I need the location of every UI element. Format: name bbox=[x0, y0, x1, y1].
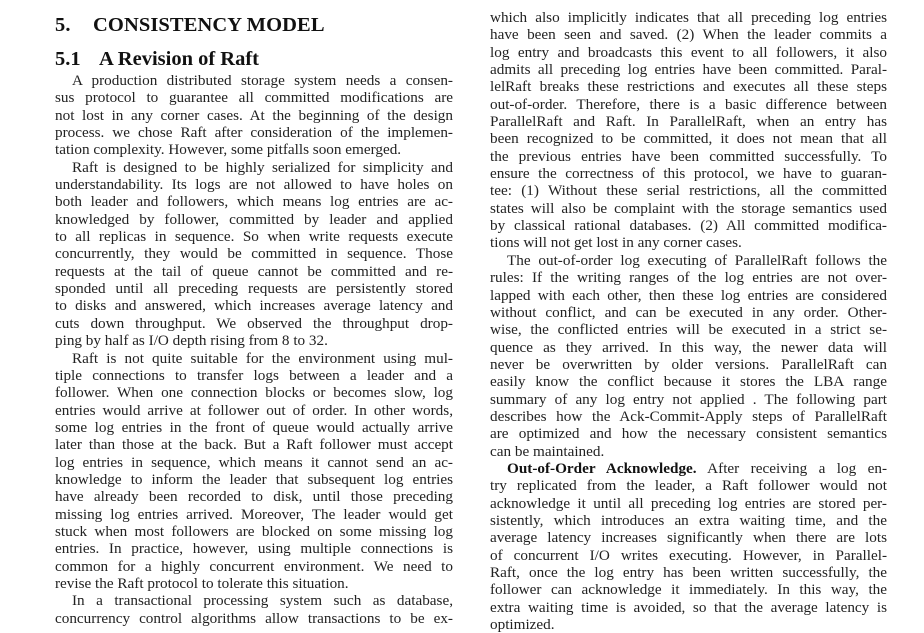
text-line: ParallelRaft and Raft. In ParallelRaft, when an entry has bbox=[490, 113, 887, 131]
text-line: describes how the Ack-Commit-Apply steps of ParallelRaft bbox=[490, 407, 887, 425]
left-column-body bbox=[55, 72, 453, 627]
text-line: extra waiting time is avoided, so that the average latency is bbox=[490, 598, 887, 616]
text-line: can be maintained. bbox=[490, 442, 605, 460]
text-line: some log entries in the front of queue would actually arrive bbox=[55, 418, 453, 436]
text-line: out-of-order. Therefore, there is a basic difference between bbox=[490, 95, 887, 113]
text-line: sistently, which introduces an extra waiting time, and the bbox=[490, 511, 887, 529]
text-line: common for a highly concurrent environment. We need to bbox=[55, 557, 453, 575]
text-line: In a transactional processing system such as database, bbox=[72, 592, 453, 610]
subsection-number: 5.1 bbox=[55, 48, 81, 70]
text-line: later than those at the back. But a Raft follower must accept bbox=[55, 436, 453, 454]
text-line: admits all preceding log entries have been committed. Paral- bbox=[490, 61, 887, 79]
text-line: log entry and broadcasts this event to all followers, it also bbox=[490, 43, 887, 61]
text-line: states will also be complaint with the storage semantics used bbox=[490, 199, 887, 217]
text-line: have been seen and saved. (2) When the leader commits a bbox=[490, 26, 887, 44]
text-line: sponded until all preceding requests are persistently stored bbox=[55, 280, 453, 298]
subsection-heading bbox=[55, 48, 259, 71]
text-line: are optimized and how the necessary consistent semantics bbox=[490, 425, 887, 443]
text-line: try replicated from the leader, a Raft follower would not bbox=[490, 477, 887, 495]
text-line: by classical rational databases. (2) All committed modifica- bbox=[490, 217, 887, 235]
text-line: lapped with each other, then these log entries are considered bbox=[490, 286, 887, 304]
text-line: tee: (1) Without these serial restrictions, all the committed bbox=[490, 182, 887, 200]
text-line: A production distributed storage system needs a consen- bbox=[72, 72, 453, 89]
section-heading bbox=[55, 14, 325, 37]
text-line: concurrency control algorithms allow transactions to be ex- bbox=[55, 609, 453, 627]
text-line: without conflict, and can be executed in any order. Other- bbox=[490, 303, 887, 321]
text-line: lelRaft breaks these restrictions and executes all these steps bbox=[490, 78, 887, 96]
text-line: follower. When one connection blocks or becomes slow, log bbox=[55, 384, 453, 402]
section-title: CONSISTENCY MODEL bbox=[93, 14, 325, 36]
text-line: requests at the tail of queue cannot be committed and re- bbox=[55, 262, 453, 280]
text-line: process. we chose Raft after consideration of the implemen- bbox=[55, 124, 453, 142]
text-line: revise the Raft protocol to tolerate this situation. bbox=[55, 574, 349, 592]
text-line: ensure the correctness of this protocol, we have to guaran- bbox=[490, 165, 887, 183]
text-line: to disks and answered, which increases average latency and bbox=[55, 297, 453, 315]
right-column-body bbox=[490, 9, 887, 633]
text-line: which also implicitly indicates that all preceding log entries bbox=[490, 9, 887, 26]
text-line: tiple connections to transfer logs between a leader and a bbox=[55, 366, 453, 384]
text-line: ping by half as I/O depth rising from 8 to 32. bbox=[55, 332, 328, 350]
text-line: tation complexity. However, some pitfalls soon emerged. bbox=[55, 141, 402, 159]
text-line: summary of any log entry not applied . The following part bbox=[490, 390, 887, 408]
text-line: rules: If the writing ranges of the log entries are not over- bbox=[490, 269, 887, 287]
section-number: 5. bbox=[55, 14, 71, 36]
text-line: of concurrent I/O writes executing. However, in Parallel- bbox=[490, 546, 887, 564]
text-line: Raft is not quite suitable for the environment using mul- bbox=[72, 349, 453, 367]
text-line: optimized. bbox=[490, 616, 555, 633]
text-line: have already been recorded to disk, until those preceding bbox=[55, 488, 453, 506]
text-line: knowledged by follower, committed by leader and applied bbox=[55, 210, 453, 228]
text-line: knowledge to inform the leader that subsequent log entries bbox=[55, 470, 453, 488]
text-line: to all replicas in sequence. So when write requests execute bbox=[55, 228, 453, 246]
text-line bbox=[490, 460, 887, 477]
text-line: follower can acknowledge it immediately. In this way, the bbox=[490, 581, 887, 599]
text-line: The out-of-order log executing of ParallelRaft follows the bbox=[507, 251, 887, 269]
text-line: cuts down throughput. We observed the throughput drop- bbox=[55, 314, 453, 332]
text-line: wise, the conflicted entries will be executed in a strict se- bbox=[490, 321, 887, 339]
text-line: entries. In practice, however, using multiple connections is bbox=[55, 540, 453, 558]
subsection-title: A Revision of Raft bbox=[99, 48, 260, 70]
text-line: missing log entries arrived. Moreover, The leader would get bbox=[55, 505, 453, 523]
text-line: the previous entries have been committed successfully. To bbox=[490, 147, 887, 165]
text-line: quence as they arrived. In this way, the newer data will bbox=[490, 338, 887, 356]
text-line: acknowledge it until all preceding log entries are stored per- bbox=[490, 494, 887, 512]
text-line: not lost in any corner cases. At the beginning of the design bbox=[55, 106, 453, 124]
text-line: average latency increases significantly when there are lots bbox=[490, 529, 887, 547]
text-line: Raft is designed to be highly serialized for simplicity and bbox=[72, 158, 453, 176]
text-line: easily know the conflict because it stores the LBA range bbox=[490, 373, 887, 391]
paragraph-run-in-heading: Out-of-Order Acknowledge. bbox=[507, 459, 697, 477]
text-line: been recognized to be committed, it does not mean that all bbox=[490, 130, 887, 148]
text-line: sus protocol to guarantee all committed modifications are bbox=[55, 89, 453, 107]
text-line: Raft, once the log entry has been written successfully, the bbox=[490, 564, 887, 581]
text-line: stuck when most followers are blocked on some missing log bbox=[55, 522, 453, 540]
text-line-content: After receiving a log en- bbox=[696, 459, 888, 477]
text-line: tions will not get lost in any corner cases. bbox=[490, 234, 742, 252]
text-line: both leader and followers, which means log entries are ac- bbox=[55, 193, 453, 211]
text-line: log entries in sequence, which means it cannot send an ac- bbox=[55, 453, 453, 471]
text-line: never be overwritten by older versions. ParallelRaft can bbox=[490, 355, 887, 373]
text-line: concurrently, they would be committed in sequence. Those bbox=[55, 245, 453, 263]
text-line: entries would arrive at follower out of order. In other words, bbox=[55, 401, 453, 419]
text-line: understandability. Its logs are not allowed to have holes on bbox=[55, 176, 453, 194]
